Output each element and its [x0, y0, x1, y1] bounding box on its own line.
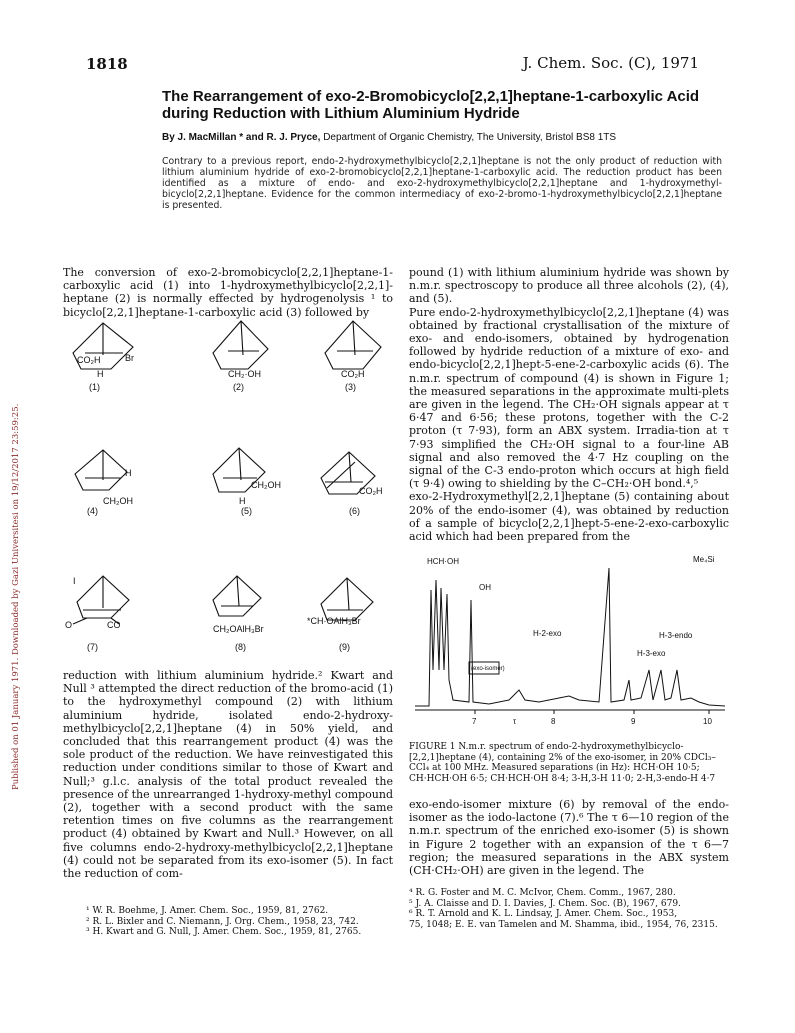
nmr-label-h3endo: H-3-endo — [659, 631, 693, 640]
structures-row-1 — [63, 303, 393, 395]
struct1-br: Br — [125, 353, 134, 363]
footnote-5: ⁵ J. A. Claisse and D. I. Davies, J. Chem. Soc. (B), 1967, 679. — [409, 898, 681, 909]
struct4-ch2oh: CH₂OH — [103, 496, 133, 506]
struct9-choalh3br: *CH·OAlH₃Br — [307, 616, 361, 626]
article-title: The Rearrangement of exo-2-Bromobicyclo[2,2,1]heptane-1-carboxylic Acid during Reduction with Lithium Aluminium Hydride — [162, 88, 700, 122]
struct6-co2h: CO₂H — [359, 486, 383, 496]
nmr-tick-8: 8 — [551, 717, 556, 726]
nmr-label-oh: OH — [479, 583, 491, 592]
struct4-h: H — [125, 468, 132, 478]
struct8-ch2oalh3br: CH₂OAlH₃Br — [213, 624, 264, 634]
compound-label-9: (9) — [339, 642, 350, 652]
compound-label-7: (7) — [87, 642, 98, 652]
struct7-i: I — [73, 576, 76, 586]
figure-1-caption: FIGURE 1 N.m.r. spectrum of endo-2-hydroxymethylbicyclo-[2,2,1]heptane (4), containing 2% of the exo-isomer, in 20% CDCl₃–CCl₄ at 100 MHz. Measured separations (in Hz): HCH·OH 10·5; CH·HCH·OH 6·5; CH·HCH·OH 8·4; 3-H,3-H 11·0; 2-H,3-endo-H 4·7 — [409, 742, 716, 784]
compound-label-8: (8) — [235, 642, 246, 652]
author-names: By J. MacMillan * and R. J. Pryce, — [162, 132, 321, 143]
nmr-label-h3exo: H-3-exo — [637, 649, 666, 658]
compound-label-5: (5) — [241, 506, 252, 516]
struct3-co2h: CO₂H — [341, 369, 365, 379]
struct1-h: H — [97, 369, 104, 379]
structures-row-2 — [63, 438, 393, 518]
nmr-tick-7: 7 — [472, 717, 477, 726]
body-left-bottom: reduction with lithium aluminium hydride.² Kwart and Null ³ attempted the direct reduction of the bromo-acid (1) to the hydroxymethyl compound (2) with lithium aluminium hydride, isolated endo-2-hydroxy-methylbicyclo[2,2,1]heptane (4) in 50% yield, and concluded that this rearrangement product (4) was the sole product of the reduction. We have reinvestigated this reduction under conditions similar to those of Kwart and Null;³ g.l.c. analysis of the total product revealed the presence of the unrearranged 1-hydroxy-methyl compound (2), together with a second product with the same retention times on five columns as the rearrangement product (4) obtained by Kwart and Null.³ However, on all five columns endo-2-hydroxy-methylbicyclo[2,2,1]heptane (4) could not be separated from its exo-isomer (5). In fact the reduction of com- — [63, 669, 393, 881]
footnote-4: ⁴ R. G. Foster and M. C. McIvor, Chem. Comm., 1967, 280. — [409, 888, 676, 898]
struct5-h: H — [239, 496, 246, 506]
footnote-6-cont: 75, 1048; E. E. van Tamelen and M. Shamma, ibid., 1954, 76, 2315. — [409, 919, 718, 930]
struct7-co: CO — [107, 620, 121, 630]
nmr-spectrum — [409, 550, 731, 738]
compound-label-3: (3) — [345, 382, 356, 392]
body-right-bottom: exo-endo-isomer mixture (6) by removal of the endo-isomer as the iodo-lactone (7).⁶ The τ 6—10 region of the n.m.r. spectrum of the enriched exo-isomer (5) is shown in Figure 2 together with an expansion of the τ 6—7 region; the measured separations in the ABX system (CH·CH₂·OH) are given in the legend. The — [409, 798, 729, 878]
nmr-label-tms: Me₄Si — [693, 555, 715, 564]
struct1-co2h: CO₂H — [77, 355, 101, 365]
footnote-1: ¹ W. R. Boehme, J. Amer. Chem. Soc., 1959, 81, 2762. — [86, 906, 329, 916]
struct5-ch2oh: CH₂OH — [251, 480, 281, 490]
download-watermark: Published on 01 January 1971. Downloaded by Gazi Universitesi on 19/12/2017 23:59:25. — [11, 403, 21, 790]
author-line — [162, 132, 722, 143]
footnote-6: ⁶ R. T. Arnold and K. L. Lindsay, J. Amer. Chem. Soc., 1953, — [409, 909, 678, 919]
nmr-tick-10: 10 — [703, 717, 712, 726]
struct7-o: O — [65, 620, 73, 630]
footnotes-left — [86, 906, 396, 938]
footnote-2: ² R. L. Bixler and C. Niemann, J. Org. Chem., 1958, 23, 742. — [86, 916, 359, 927]
footnote-3: ³ H. Kwart and G. Null, J. Amer. Chem. Soc., 1959, 81, 2765. — [86, 927, 362, 937]
footnotes-right — [409, 888, 731, 930]
compound-label-2: (2) — [233, 382, 244, 392]
page-number: 1818 — [86, 55, 128, 73]
nmr-label-exo-isomer: (exo-isomer) — [471, 666, 505, 672]
nmr-tau-label: τ — [513, 717, 517, 726]
compound-label-4: (4) — [87, 506, 98, 516]
structures-row-3 — [63, 566, 393, 656]
abstract: Contrary to a previous report, endo-2-hydroxymethylbicyclo[2,2,1]heptane is not the only product of reduction with lithium aluminium hydride of exo-2-bromobicyclo[2,2,1]heptane-1-carboxylic acid. The reduction product has been identified as a mixture of endo- and exo-2-hydroxymethylbicyclo[2,2,1]heptane and 1-hydroxymethyl-bicyclo[2,2,1]heptane. Evidence for the common intermediacy of exo-2-bromo-1-hydroxymethylbicyclo[2,2,1]heptane is presented. — [162, 156, 722, 211]
body-right-top: pound (1) with lithium aluminium hydride was shown by n.m.r. spectroscopy to produce all three alcohols (2), (4), and (5). Pure endo-2-hydroxymethylbicyclo[2,2,1]heptane (4) was obtained by fractional crystallisation of the mixture of exo- and endo-isomers, obtained by hydrogenation followed by hydride reduction of a mixture of exo- and endo-bicyclo[2,2,1]hept-5-ene-2-carboxylic acids (6). The n.m.r. spectrum of compound (4) is shown in Figure 1; the measured separations in the approximate multi-plets are given in the legend. The CH₂·OH signals appear at τ 6·47 and 6·56; these protons, together with the C-2 proton (τ 7·93), form an ABX system. Irradia-tion at τ 7·93 simplified the CH₂·OH signal to a four-line AB signal and also removed the 4·7 Hz coupling on the signal of the C-3 endo-proton which occurs at high field (τ 9·4) owing to shielding by the C–CH₂·OH bond.⁴,⁵ exo-2-Hydroxymethyl[2,2,1]heptane (5) containing about 20% of the endo-isomer (4), was obtained by reduction of a sample of bicyclo[2,2,1]hept-5-ene-2-exo-carboxylic acid which had been prepared from the — [409, 266, 729, 544]
compound-label-6: (6) — [349, 506, 360, 516]
nmr-tick-9: 9 — [631, 717, 636, 726]
nmr-label-h2exo: H-2-exo — [533, 629, 562, 638]
struct2-ch2oh: CH₂·OH — [228, 369, 261, 379]
compound-label-1: (1) — [89, 382, 100, 392]
affiliation: Department of Organic Chemistry, The University, Bristol BS8 1TS — [323, 132, 617, 143]
body-left-top: The conversion of exo-2-bromobicyclo[2,2,1]heptane-1-carboxylic acid (1) into 1-hydroxymethylbicyclo[2,2,1]-heptane (2) is normally effected by hydrogenolysis ¹ to bicyclo[2,2,1]heptane-1-carboxylic acid (3) followed by — [63, 266, 393, 319]
nmr-label-hchoh: HCH·OH — [427, 557, 459, 566]
journal-header: J. Chem. Soc. (C), 1971 — [522, 54, 699, 72]
